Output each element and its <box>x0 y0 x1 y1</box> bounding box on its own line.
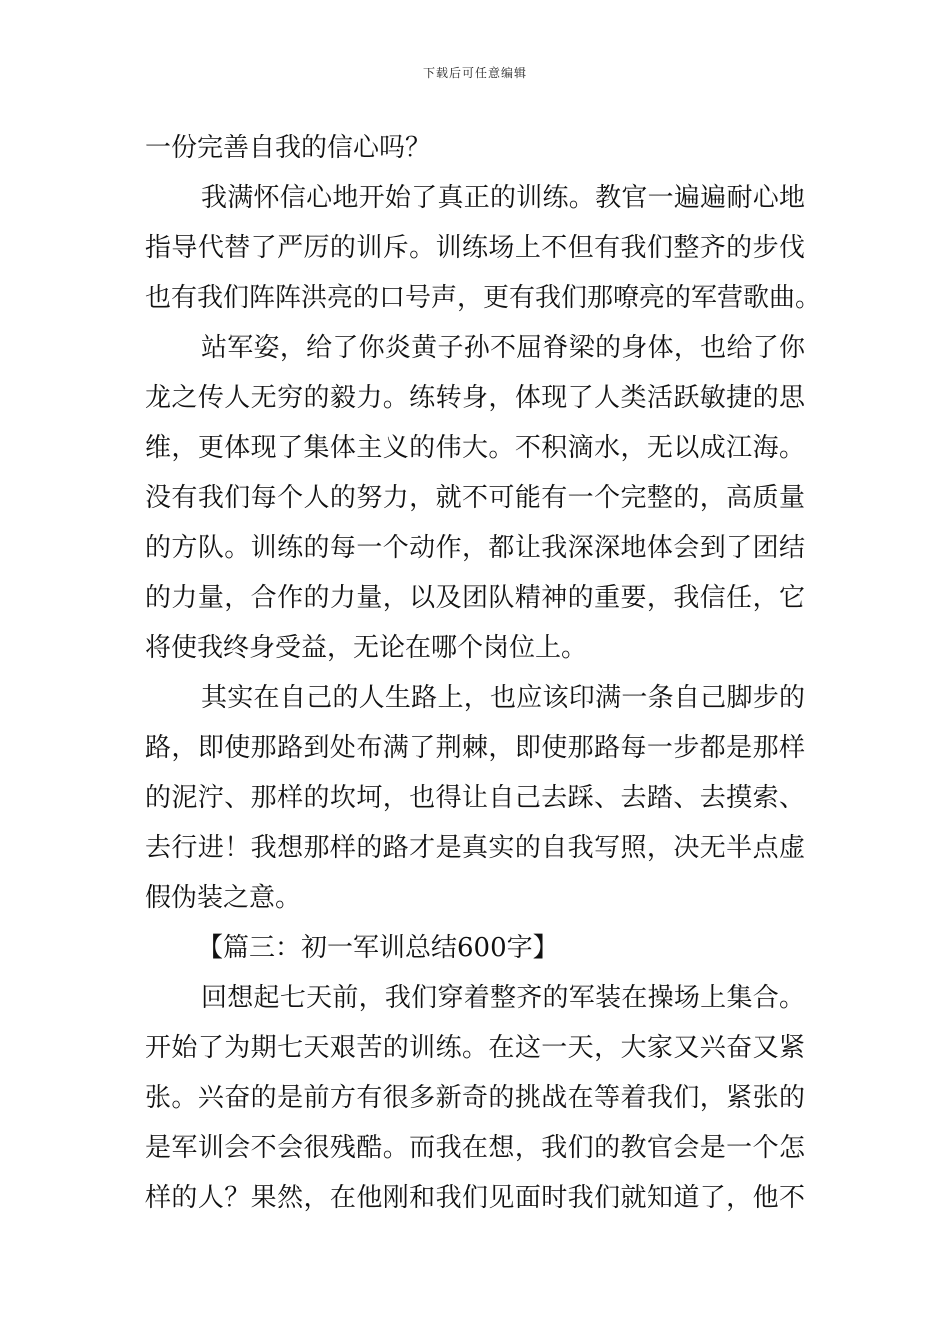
paragraph-line: 指导代替了严厉的训斥。训练场上不但有我们整齐的步伐 <box>145 233 805 263</box>
paragraph-line: 开始了为期七天艰苦的训练。在这一天，大家又兴奋又紧 <box>145 1033 805 1063</box>
paragraph-line: 的泥泞、那样的坎坷，也得让自己去踩、去踏、去摸索、 <box>145 783 805 813</box>
page-header: 下载后可任意编辑 <box>422 66 527 80</box>
paragraph-line: 也有我们阵阵洪亮的口号声，更有我们那嘹亮的军营歌曲。 <box>145 283 822 313</box>
paragraph-line: 回想起七天前，我们穿着整齐的军装在操场上集合。 <box>201 983 805 1013</box>
paragraph-line: 维，更体现了集体主义的伟大。不积滴水，无以成江海。 <box>145 433 805 463</box>
paragraph-line: 龙之传人无穷的毅力。练转身，体现了人类活跃敏捷的思 <box>145 383 805 413</box>
paragraph-line: 路，即使那路到处布满了荆棘，即使那路每一步都是那样 <box>145 733 805 763</box>
paragraph-line: 其实在自己的人生路上，也应该印满一条自己脚步的 <box>201 683 805 713</box>
section-heading: 【篇三：初一军训总结600字】 <box>197 933 559 963</box>
paragraph-line: 没有我们每个人的努力，就不可能有一个完整的，高质量 <box>145 483 805 513</box>
paragraph-line: 将使我终身受益，无论在哪个岗位上。 <box>145 633 588 663</box>
paragraph-line: 的方队。训练的每一个动作，都让我深深地体会到了团结 <box>145 533 805 563</box>
paragraph-line: 是军训会不会很残酷。而我在想，我们的教官会是一个怎 <box>145 1133 805 1163</box>
paragraph-line: 的力量，合作的力量，以及团队精神的重要，我信任，它 <box>145 583 805 613</box>
paragraph-line: 假伪装之意。 <box>145 883 302 913</box>
paragraph-line: 样的人？果然，在他刚和我们见面时我们就知道了，他不 <box>145 1183 805 1213</box>
paragraph-line: 张。兴奋的是前方有很多新奇的挑战在等着我们，紧张的 <box>145 1083 805 1113</box>
paragraph-line: 一份完善自我的信心吗？ <box>145 133 432 163</box>
paragraph-line: 站军姿，给了你炎黄子孙不屈脊梁的身体，也给了你 <box>201 333 805 363</box>
document-body <box>145 123 822 1223</box>
paragraph-line: 去行进！我想那样的路才是真实的自我写照，决无半点虚 <box>145 833 805 863</box>
paragraph-line: 我满怀信心地开始了真正的训练。教官一遍遍耐心地 <box>201 183 805 213</box>
